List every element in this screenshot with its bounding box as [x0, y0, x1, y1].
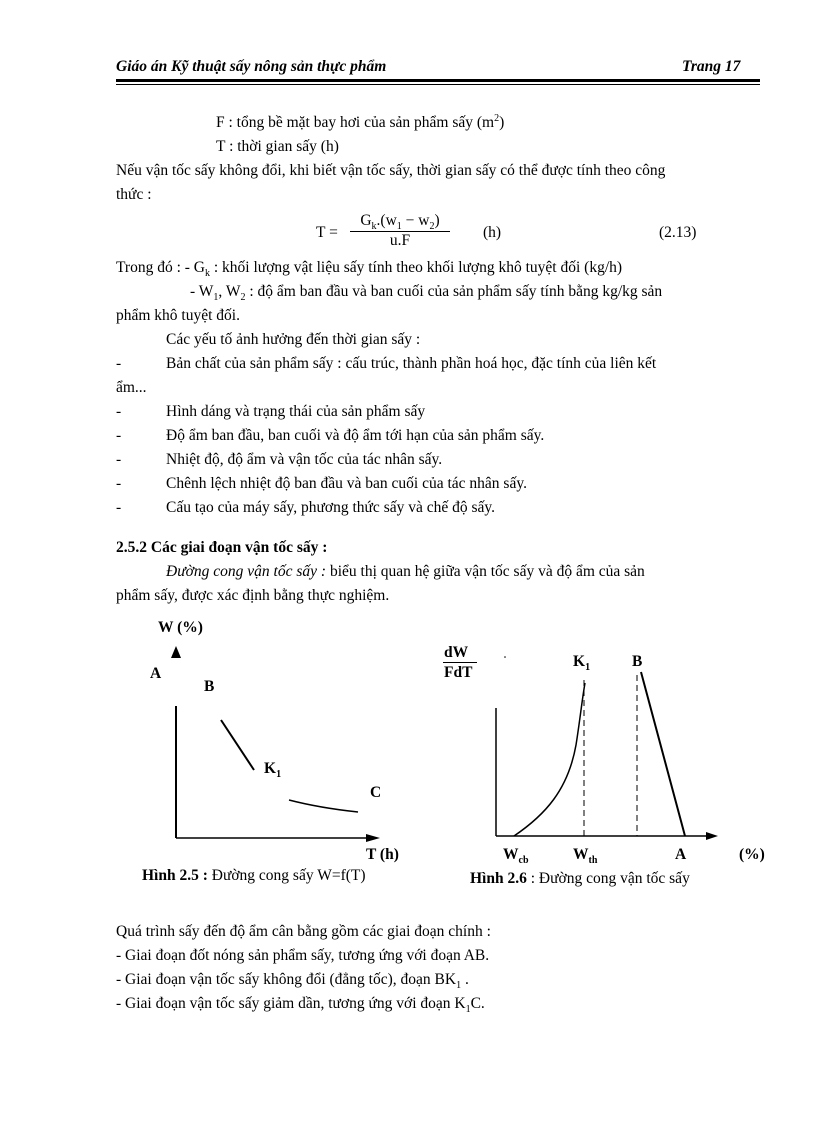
fig25-caption: Hình 2.5 : Đường cong sấy W=f(T)	[142, 867, 366, 884]
bullet: -	[116, 355, 122, 372]
factors-intro: Các yếu tố ảnh hưởng đến thời gian sấy :	[166, 331, 421, 348]
page-header-title: Giáo án Kỹ thuật sấy nông sản thực phẩm	[116, 58, 387, 75]
fig25-point-A: A	[150, 665, 162, 682]
factor-item: Nhiệt độ, độ ẩm và vận tốc của tác nhân sấy.	[166, 451, 443, 468]
stage-3: - Giai đoạn vận tốc sấy giảm dần, tương ứng với đoạn $K_1C$.	[116, 995, 485, 1016]
factor-item-cont: ẩm...	[116, 379, 147, 396]
fig26-line-falling	[641, 672, 685, 836]
intro-line-2: thức :	[116, 186, 152, 203]
stage-1: - Giai đoạn đốt nóng sản phẩm sấy, tương ứng với đoạn AB.	[116, 947, 490, 964]
where-gk: Trong đó : - $G_k$ : khối lượng vật liệu sấy tính theo khối lượng khô tuyệt đối (kg/h)	[116, 259, 623, 280]
factor-item: Chênh lệch nhiệt độ ban đầu và ban cuối của tác nhân sấy.	[166, 475, 527, 492]
section-para-line-1: Đường cong vận tốc sấy : biểu thị quan hệ giữa vận tốc sấy và độ ẩm của sản	[166, 563, 645, 580]
page-number: Trang 17	[682, 58, 741, 75]
where-w: - $W_1$, $W_2$ : độ ẩm ban đầu và ban cuối của sản phẩm sấy tính bằng kg/kg sản	[190, 283, 663, 304]
fig26-label-B: B	[632, 653, 643, 670]
formula-unit: (h)	[483, 224, 502, 241]
factor-item: Độ ẩm ban đầu, ban cuối và độ ẩm tới hạn của sản phẩm sấy.	[166, 427, 545, 444]
formula-lhs: T =	[316, 224, 338, 241]
fig25-y-label: W (%)	[158, 619, 203, 636]
stages-intro: Quá trình sấy đến độ ẩm cân bằng gồm các giai đoạn chính :	[116, 923, 491, 940]
def-F: F : tổng bề mặt bay hơi của sản phẩm sấy $(m^2)$	[216, 112, 505, 131]
bullet: -	[116, 427, 122, 444]
fig25-y-arrow-icon	[171, 646, 181, 658]
fig26-label-Wth: $W_{th}$	[573, 846, 598, 867]
formula-numerator: $G_k.(w_1 - w_2)$	[360, 212, 440, 233]
fig26-dot	[504, 656, 506, 658]
factor-item: Cấu tạo của máy sấy, phương thức sấy và chế độ sấy.	[166, 499, 496, 516]
where-w-cont: phẩm khô tuyệt đối.	[116, 307, 240, 324]
fig26-y-label-top: dW	[444, 644, 469, 661]
section-para-line-2: phẩm sấy, được xác định bằng thực nghiệm.	[116, 587, 390, 604]
intro-line-1: Nếu vận tốc sấy không đổi, khi biết vận tốc sấy, thời gian sấy có thể được tính theo công	[116, 162, 666, 179]
stage-2: - Giai đoạn vận tốc sấy không đổi (đẳng tốc), đoạn $BK_1$ .	[116, 971, 469, 992]
factor-item: Hình dáng và trạng thái của sản phẩm sấy	[166, 403, 426, 420]
factor-item: Bản chất của sản phẩm sấy : cấu trúc, thành phần hoá học, đặc tính của liên kết	[166, 355, 657, 372]
fig25-segment-K1C	[289, 800, 358, 812]
fig25-x-arrow-icon	[366, 834, 380, 842]
fig25-point-B: B	[204, 678, 215, 695]
fig26-x-unit: (%)	[739, 846, 765, 863]
fig26-label-K1: $K_1$	[573, 653, 591, 674]
fig26-label-A: A	[675, 846, 687, 863]
bullet: -	[116, 451, 122, 468]
formula-denominator: u.F	[389, 232, 411, 249]
def-T: T : thời gian sấy (h)	[216, 138, 339, 155]
bullet: -	[116, 499, 122, 516]
fig25-point-K1: $K_1$	[264, 760, 282, 781]
fig25-x-label: T (h)	[366, 846, 399, 863]
fig26-caption: Hình 2.6 : Đường cong vận tốc sấy	[470, 870, 690, 887]
fig26-label-Wcb: $W_{cb}$	[503, 846, 529, 867]
fig25-segment-BK1	[221, 720, 254, 770]
section-heading: 2.5.2 Các giai đoạn vận tốc sấy :	[116, 539, 328, 556]
fig25-point-C: C	[370, 784, 382, 801]
fig26-curve-rising	[514, 683, 585, 836]
fig26-y-label-bottom: FdT	[444, 664, 473, 681]
bullet: -	[116, 475, 122, 492]
fig26-x-arrow-icon	[706, 832, 718, 840]
bullet: -	[116, 403, 122, 420]
formula-number: (2.13)	[659, 224, 697, 241]
